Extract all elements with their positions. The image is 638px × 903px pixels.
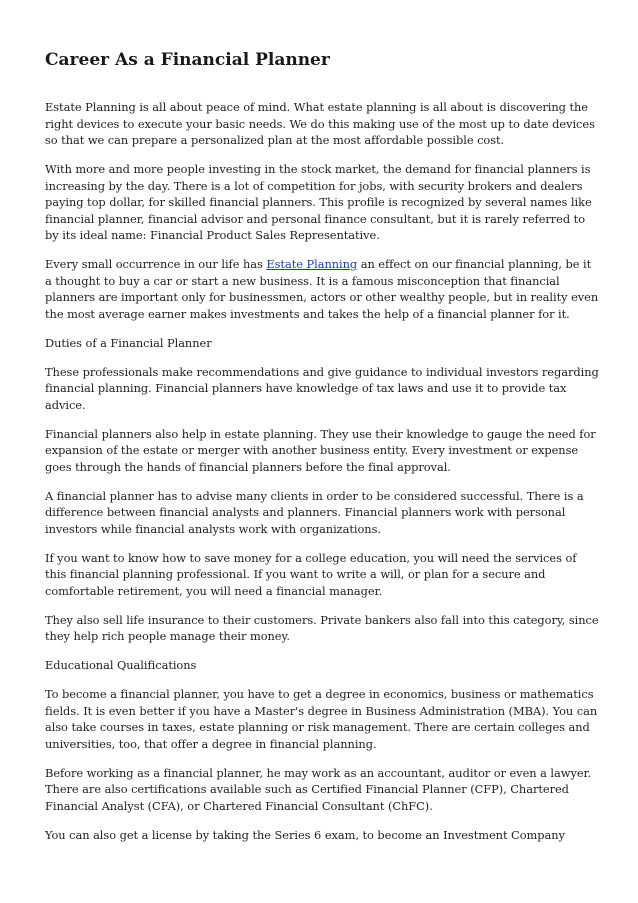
paragraph-demand: With more and more people investing in the stock market, the demand for financial planners is increasing by the day. There is a lot of competition for jobs, with security brokers and dealers paying top dollar, for skilled financial planners. This profile is recognized by several names like financial planner, financial advisor and personal finance consultant, but it is rarely referred to by its ideal name: Financial Product Sales Representative. xyxy=(45,162,592,242)
page-title: Career As a Financial Planner xyxy=(45,50,330,70)
paragraph-certifications: Before working as a financial planner, he may work as an accountant, auditor or even a lawyer. There are also certifications available such as Certified Financial Planner (CFP), Chartered Financial Analyst (CFA), or Chartered Financial Consultant (ChFC). xyxy=(45,765,592,813)
paragraph-intro: Estate Planning is all about peace of mind. What estate planning is all about is discovering the right devices to execute your basic needs. We do this making use of the most up to date devices so that we can prepare a personalized plan at the most affordable possible cost. xyxy=(45,100,595,147)
paragraph-occurrence-after: an effect on our financial planning, be it a thought to buy a car or start a new business. It is a famous misconception that financial planners are important only for businessmen, actors or other wealthy people, but in reality even the most average earner makes investments and takes the help of a financial planner for it. xyxy=(45,257,599,321)
paragraph-degree: To become a financial planner, you have to get a degree in economics, business or mathematics fields. It is even better if you have a Master's degree in Business Administration (MBA). You can also take courses in taxes, estate planning or risk management. There are certain colleges and universities, too, that offer a degree in financial planning. xyxy=(45,687,598,751)
paragraph-occurrence-before: Every small occurrence in our life has xyxy=(45,257,267,271)
document-page xyxy=(45,49,601,856)
section-heading-education: Educational Qualifications xyxy=(45,658,197,672)
paragraph-license: You can also get a license by taking the Series 6 exam, to become an Investment Company xyxy=(45,827,565,842)
paragraph-occurrence xyxy=(45,256,601,322)
paragraph-estate-help: Financial planners also help in estate planning. They use their knowledge to gauge the need for expansion of the estate or merger with another business entity. Every investment or expense goes through the hands of financial planners before the final approval. xyxy=(45,426,596,474)
paragraph-insurance: They also sell life insurance to their customers. Private bankers also fall into this category, since they help rich people manage their money. xyxy=(45,612,599,643)
paragraph-clients: A financial planner has to advise many clients in order to be considered successful. There is a difference between financial analysts and planners. Financial planners work with personal investors while financial analysts work with organizations. xyxy=(45,488,584,536)
estate-planning-link[interactable]: Estate Planning xyxy=(266,257,358,271)
paragraph-recommendations: These professionals make recommendations and give guidance to individual investors regarding financial planning. Financial planners have knowledge of tax laws and use it to provide tax advice. xyxy=(45,364,599,412)
paragraph-college: If you want to know how to save money for a college education, you will need the services of this financial planning professional. If you want to write a will, or plan for a secure and comfortable retirement, you will need a financial manager. xyxy=(45,550,577,598)
section-heading-duties: Duties of a Financial Planner xyxy=(45,335,212,350)
